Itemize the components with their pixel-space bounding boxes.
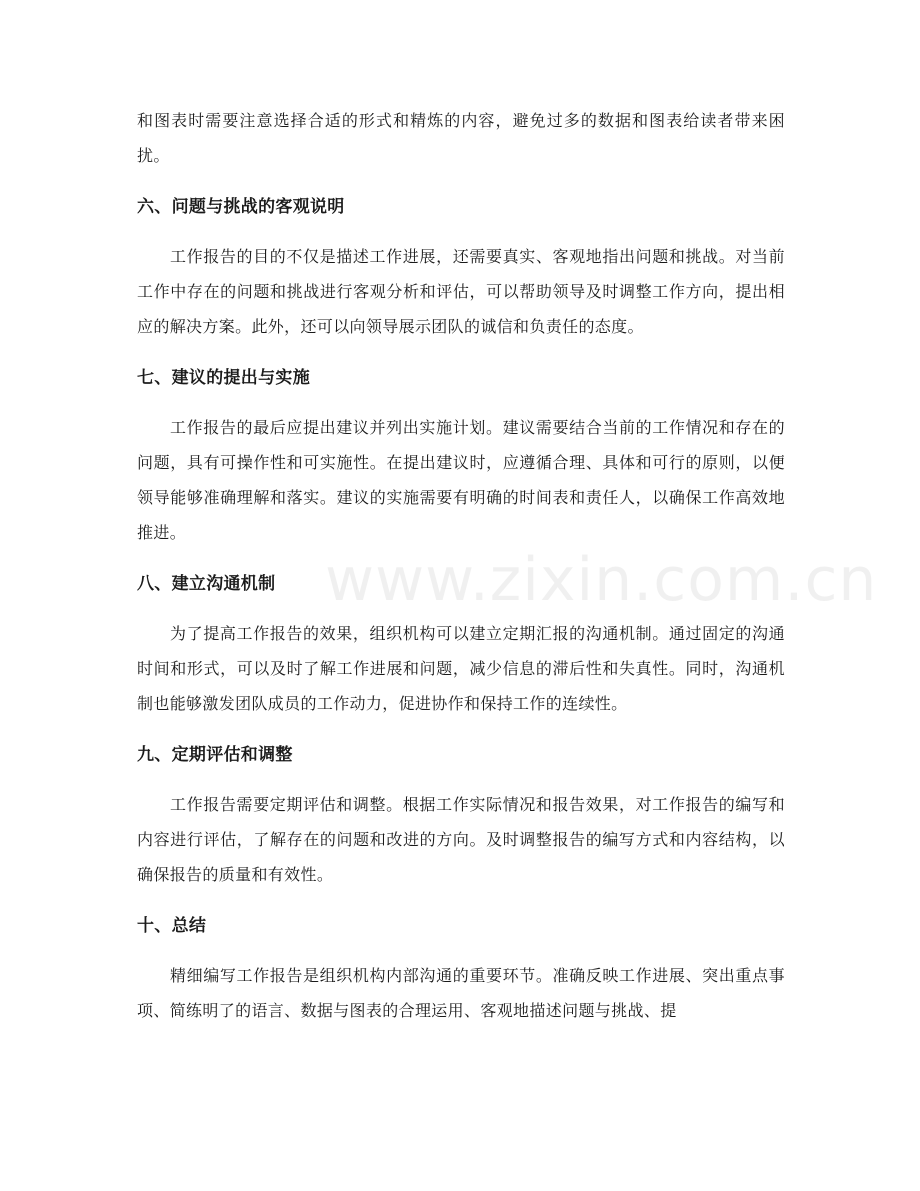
section-heading: 六、问题与挑战的客观说明 [137, 197, 345, 217]
section-body: 工作报告需要定期评估和调整。根据工作实际情况和报告效果，对工作报告的编写和内容进行评估，了解存在的问题和改进的方向。及时调整报告的编写方式和内容结构，以确保报告的质量和有效性。 [137, 795, 785, 884]
section-7 [137, 366, 785, 550]
section-heading: 十、总结 [137, 916, 207, 936]
section-8 [137, 572, 785, 721]
section-body: 为了提高工作报告的效果，组织机构可以建立定期汇报的沟通机制。通过固定的沟通时间和形式，可以及时了解工作进展和问题，减少信息的滞后性和失真性。同时，沟通机制也能够激发团队成员的工作动力，促进协作和保持工作的连续性。 [137, 624, 785, 713]
document-page [137, 103, 785, 1028]
section-9 [137, 743, 785, 892]
section-body: 工作报告的目的不仅是描述工作进展，还需要真实、客观地指出问题和挑战。对当前工作中存在的问题和挑战进行客观分析和评估，可以帮助领导及时调整工作方向，提出相应的解决方案。此外，还可以向领导展示团队的诚信和负责任的态度。 [137, 247, 785, 336]
section-10 [137, 914, 785, 1028]
watermark: www.zixin.com.cn [325, 545, 878, 615]
section-body: 工作报告的最后应提出建议并列出实施计划。建议需要结合当前的工作情况和存在的问题，具有可操作性和可实施性。在提出建议时，应遵循合理、具体和可行的原则，以便领导能够准确理解和落实。建议的实施需要有明确的时间表和责任人，以确保工作高效地推进。 [137, 418, 785, 542]
section-heading: 七、建议的提出与实施 [137, 368, 310, 388]
section-heading: 八、建立沟通机制 [137, 574, 276, 594]
section-heading: 九、定期评估和调整 [137, 745, 293, 765]
section-6 [137, 195, 785, 344]
intro-paragraph: 和图表时需要注意选择合适的形式和精炼的内容，避免过多的数据和图表给读者带来困扰。 [137, 111, 785, 165]
section-body: 精细编写工作报告是组织机构内部沟通的重要环节。准确反映工作进展、突出重点事项、简练明了的语言、数据与图表的合理运用、客观地描述问题与挑战、提 [137, 966, 785, 1020]
